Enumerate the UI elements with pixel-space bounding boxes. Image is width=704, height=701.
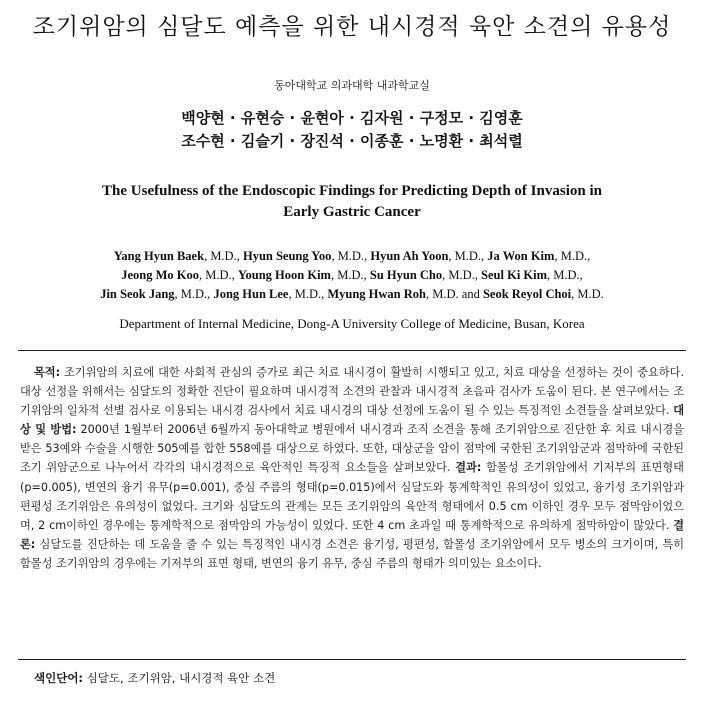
objective-text: 조기위암의 치료에 대한 사회적 관심의 증가로 최근 치료 내시경이 활발히 시행되고 있고, 치료 대상을 선정하는 것이 중요하다. 대상 선정을 위해서는 심달도의 정확한 진단이 필요하며 내시경적 소견의 관찰과 내시경적 초음파 검사가 도움이 된다. 본 연구에서는 조기위암의 일차적 선별 검사로 이용되는 내시경 검사에서 치료 내시경의 대상 선정에 도움이 될 수 있는 특징적인 소견들을 살펴보았다. [20,366,684,418]
author-name: Myung Hwan Roh [327,287,426,301]
methods-text: 2000년 1월부터 2006년 6월까지 동아대학교 병원에서 내시경과 조직 소견을 통해 조기위암으로 진단한 후 치료 내시경을 받은 53예와 수술을 시행한 505예를 합한 558예를 대상으로 하였다. 또한, 대상군을 암이 점막에 국한된 조기위암군과 점막하에 국한된 조기 위암군으로 나누어서 각각의 내시경적으로 육안적인 특징적 요소들을 살펴보았다. [20,423,684,475]
author-degree: , M.D., [554,249,591,263]
conclusion-label: 결론: [20,518,684,551]
english-authors-line-3 [0,287,704,302]
results-label: 결과: [455,461,482,475]
korean-authors-line-1: 백양현 · 유현승 · 윤현아 · 김자원 · 구정모 · 김영훈 [181,109,523,127]
conclusion-text: 심달도를 진단하는 데 도움을 줄 수 있는 특징적인 내시경 소견은 융기성, 평편성, 함몰성 조기위암에서 모두 병소의 크기이며, 특히 함몰성 조기위암의 경우에는 기저부의 표면 형태, 변연의 융기 유무, 중심 주름의 형태가 의미있는 요소이다. [20,537,684,570]
keywords-text: 심달도, 조기위암, 내시경적 육안 소견 [83,671,276,685]
author-name: Seul Ki Kim [481,268,548,282]
author-degree: , M.D. [571,287,604,301]
korean-title: 조기위암의 심달도 예측을 위한 내시경적 육안 소견의 유용성 [32,14,672,40]
author-degree: , M.D., [174,287,214,301]
author-name: Hyun Seung Yoo [242,249,332,263]
author-degree: , M.D., [330,268,370,282]
author-degree: , M.D., [331,249,371,263]
english-authors-line-2 [0,268,704,283]
author-degree: , M.D., [204,249,243,263]
keywords-label: 색인단어: [34,671,84,685]
abstract-body [20,363,684,573]
english-title-line-1: The Usefulness of the Endoscopic Findings for Predicting Depth of Invasion in [102,183,602,199]
author-name: Su Hyun Cho [369,268,443,282]
author-degree: , M.D., [288,287,328,301]
keywords [34,670,275,686]
author-degree: , M.D., [448,249,488,263]
abstract-bottom-rule [18,659,686,660]
author-degree: , M.D., [198,268,238,282]
author-name: Jong Hun Lee [213,287,289,301]
objective-label: 목적: [34,366,61,379]
methods-label: 대상 및 방법: [20,404,684,437]
korean-affiliation: 동아대학교 의과대학 내과학교실 [274,79,430,92]
author-name: Yang Hyun Baek [113,249,205,263]
author-name: Jeong Mo Koo [121,268,199,282]
author-name: Hyun Ah Yoon [370,249,449,263]
author-name: Ja Won Kim [487,249,555,263]
abstract-top-rule [18,350,686,351]
author-name: Young Hoon Kim [237,268,331,282]
author-name: Jin Seok Jang [100,287,175,301]
results-text: 함몰성 조기위암에서 기저부의 표면형태(p=0.005), 변연의 융기 유무(p=0.001), 중심 주름의 형태(p=0.015)에서 심달도와 통계학적인 유의성이 있었고, 융기성 조기위암과 편평성 조기위암은 유의성이 없었다. 크기와 심달도의 관계는 모든 조기위암의 육안적 형태에서 0.5 cm 이하인 경우 모두 점막암이었으며, 2 cm이하인 경우에는 통계학적으로 점막암의 가능성이 있었다. 또한 4 cm 초과일 때 통계학적으로 유의하게 점막하암이 많았다. [20,461,684,532]
author-degree: , M.D. and [426,287,483,301]
author-degree: , M.D., [442,268,482,282]
author-name: Seok Reyol Choi [482,287,572,301]
author-degree: , M.D., [547,268,583,282]
korean-authors-line-2: 조수현 · 김슬기 · 장진석 · 이종훈 · 노명환 · 최석렬 [181,132,523,150]
english-authors-line-1 [0,249,704,264]
english-department: Department of Internal Medicine, Dong-A University College of Medicine, Busan, Korea [119,316,585,331]
english-title-line-2: Early Gastric Cancer [283,204,421,220]
